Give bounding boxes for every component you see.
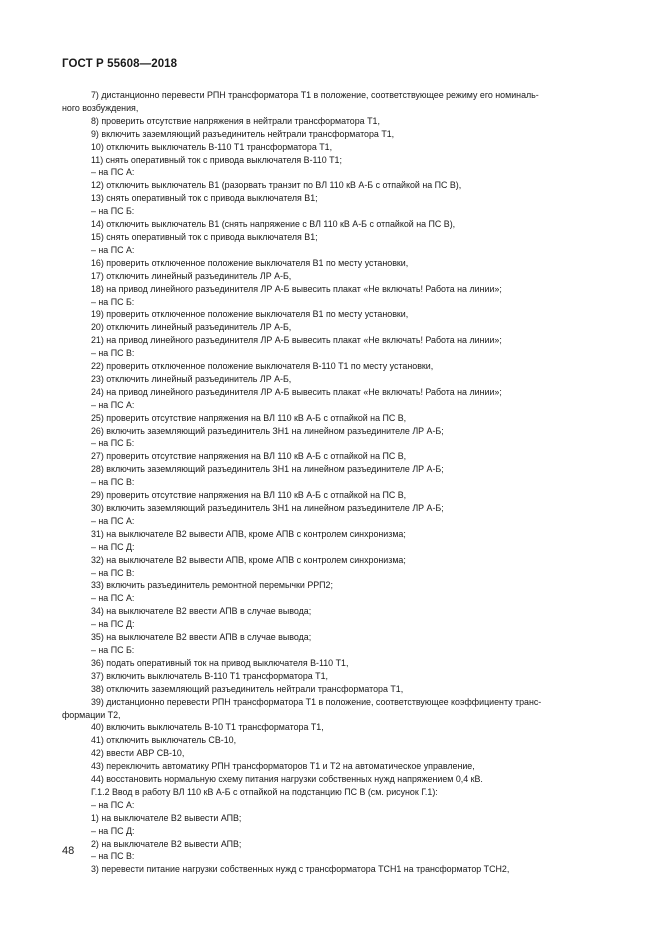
text-line: 26) включить заземляющий разъединитель ЗН1 на линейном разъединителе ЛР А-Б; [91, 425, 444, 436]
text-line: – на ПС А: [91, 515, 135, 526]
text-line: 1) на выключателе В2 вывести АПВ; [91, 812, 242, 823]
text-line: – на ПС Б: [91, 206, 135, 217]
text-line: 30) включить заземляющий разъединитель ЗН1 на линейном разъединителе ЛР А-Б; [91, 503, 444, 513]
text-line: 10) отключить выключатель В-110 Т1 трансформатора Т1, [91, 141, 333, 152]
text-line: 37) включить выключатель В-110 Т1 трансформатора Т1, [91, 670, 328, 681]
text-line: 18) на привод линейного разъединителя ЛР А-Б вывесить плакат «Не включать! Работа на линии»; [91, 283, 502, 294]
text-line: 34) на выключателе В2 ввести АПВ в случае вывода; [91, 606, 312, 617]
text-line: – на ПС В: [91, 477, 135, 488]
text-line: 39) дистанционно перевести РПН трансформатора Т1 в положение, соответствующее коэффициенту транс- [91, 696, 542, 707]
text-line: 43) переключить автоматику РПН трансформаторов Т1 и Т2 на автоматическое управление, [91, 761, 475, 772]
text-line: 14) отключить выключатель В1 (снять напряжение с ВЛ 110 кВ А-Б с отпайкой на ПС В), [91, 219, 456, 230]
text-line: 21) на привод линейного разъединителя ЛР А-Б вывесить плакат «Не включать! Работа на линии»; [91, 335, 502, 346]
text-line: 16) проверить отключенное положение выключателя В1 по месту установки, [91, 257, 409, 268]
text-line: – на ПС Д: [91, 541, 135, 552]
text-line: 7) дистанционно перевести РПН трансформатора Т1 в положение, соответствующее режиму его номиналь- [91, 90, 539, 100]
text-line: 9) включить заземляющий разъединитель нейтрали трансформатора Т1, [91, 128, 395, 139]
text-line: 38) отключить заземляющий разъединитель нейтрали трансформатора Т1, [91, 683, 404, 694]
text-line: 42) ввести АВР СВ-10, [91, 748, 185, 759]
text-line: 13) снять оперативный ток с привода выключателя В1; [91, 193, 318, 204]
text-line: 27) проверить отсутствие напряжения на ВЛ 110 кВ А-Б с отпайкой на ПС В, [91, 451, 407, 462]
text-line: – на ПС А: [91, 244, 135, 255]
text-line: 28) включить заземляющий разъединитель ЗН1 на линейном разъединителе ЛР А-Б; [91, 464, 444, 475]
text-line: 32) на выключателе В2 вывести АПВ, кроме АПВ с контролем синхронизма; [91, 554, 406, 565]
text-line: – на ПС Д: [91, 825, 135, 836]
page-number: 48 [62, 845, 75, 857]
text-line: 20) отключить линейный разъединитель ЛР А-Б, [91, 322, 292, 333]
text-line: ного возбуждения, [62, 102, 139, 113]
text-line: 35) на выключателе В2 ввести АПВ в случае вывода; [91, 632, 312, 643]
text-line: – на ПС А: [91, 399, 135, 410]
text-line: – на ПС В: [91, 851, 135, 862]
text-line: – на ПС А: [91, 167, 135, 178]
text-line: 22) проверить отключенное положение выключателя В-110 Т1 по месту установки, [91, 361, 434, 372]
text-line: 40) включить выключатель В-10 Т1 трансформатора Т1, [91, 722, 324, 733]
text-line: – на ПС Б: [91, 296, 135, 307]
text-line: 25) проверить отсутствие напряжения на ВЛ 110 кВ А-Б с отпайкой на ПС В, [91, 412, 407, 423]
text-line: 33) включить разъединитель ремонтной перемычки РРП2; [91, 580, 333, 591]
document-body [62, 89, 608, 876]
text-line: 15) снять оперативный ток с привода выключателя В1; [91, 231, 318, 242]
text-line: 41) отключить выключатель СВ-10, [91, 735, 237, 746]
text-line: 19) проверить отключенное положение выключателя В1 по месту установки, [91, 309, 409, 320]
section-heading: Г.1.2 Ввод в работу ВЛ 110 кВ А-Б с отпайкой на подстанцию ПС В (см. рисунок Г.1): [91, 786, 438, 797]
text-line: 24) на привод линейного разъединителя ЛР А-Б вывесить плакат «Не включать! Работа на линии»; [91, 386, 502, 397]
text-line: – на ПС В: [91, 567, 135, 578]
text-line: 31) на выключателе В2 вывести АПВ, кроме АПВ с контролем синхронизма; [91, 528, 406, 539]
text-line: 23) отключить линейный разъединитель ЛР А-Б, [91, 373, 292, 384]
text-line: 3) перевести питание нагрузки собственных нужд с трансформатора ТСН1 на трансформатор ТСН2, [91, 864, 510, 875]
document-header: ГОСТ Р 55608—2018 [62, 58, 178, 70]
text-line: 12) отключить выключатель В1 (разорвать транзит по ВЛ 110 кВ А-Б с отпайкой на ПС В), [91, 180, 462, 191]
text-line: – на ПС В: [91, 348, 135, 359]
text-line: 2) на выключателе В2 вывести АПВ; [91, 838, 242, 849]
text-line: – на ПС А: [91, 593, 135, 604]
text-line: формации Т2, [62, 709, 121, 720]
text-line: – на ПС Б: [91, 438, 135, 449]
text-line: 36) подать оперативный ток на привод выключателя В-110 Т1, [91, 657, 349, 668]
text-line: – на ПС Д: [91, 619, 135, 630]
text-line: 29) проверить отсутствие напряжения на ВЛ 110 кВ А-Б с отпайкой на ПС В, [91, 490, 407, 501]
text-line: 44) восстановить нормальную схему питания нагрузки собственных нужд напряжением 0,4 кВ. [91, 774, 483, 785]
text-line: 17) отключить линейный разъединитель ЛР А-Б, [91, 270, 292, 281]
text-line: – на ПС А: [91, 799, 135, 810]
text-line: 11) снять оперативный ток с привода выключателя В-110 Т1; [91, 154, 342, 165]
text-line: – на ПС Б: [91, 644, 135, 655]
text-line: 8) проверить отсутствие напряжения в нейтрали трансформатора Т1, [91, 115, 380, 126]
